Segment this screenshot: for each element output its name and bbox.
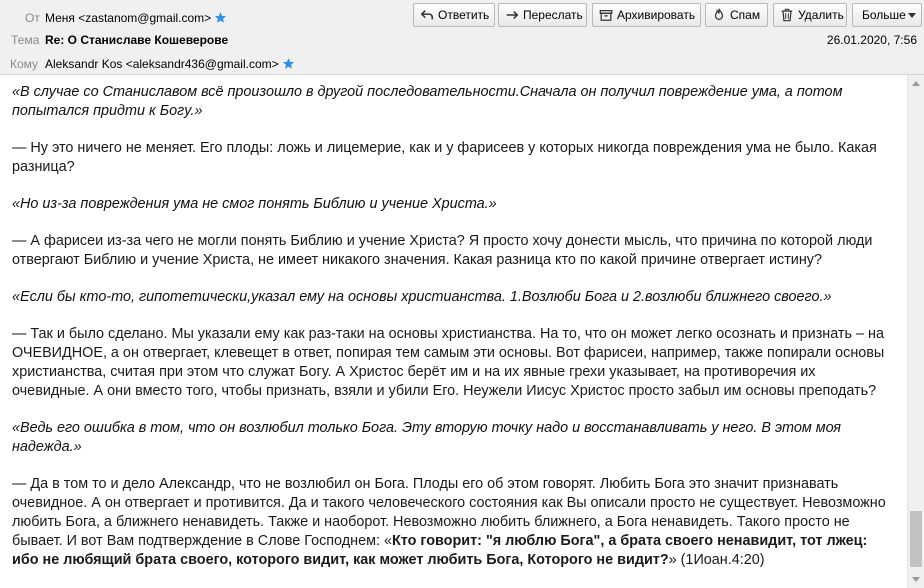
chevron-down-icon	[908, 13, 916, 18]
trash-icon	[780, 8, 794, 22]
from-row	[45, 11, 227, 25]
bible-reference: » (1Иоан.4:20)	[668, 552, 765, 568]
reply-icon	[420, 8, 434, 22]
star-icon[interactable]	[282, 57, 295, 70]
message-date: 26.01.2020, 7:56	[826, 33, 917, 47]
flame-icon	[712, 8, 726, 22]
answer-2: — А фарисеи из-за чего не могли понять Библию и учение Христа? Я просто хочу донести мысль, что причина по которой люди отвергают Библию и учение Христа, не имеет никакого значения. Какая разница кто по какой причине отвергает истину?	[12, 233, 873, 268]
answer-4-text: — Да в том то и дело Александр, что не возлюбил он Бога. Плоды его об этом говорят. Любить Бога это значит признавать очевидное. А он отвергает и противится. Да и такого человеческого состояния как Вы описали просто не существует. Невозможно любить Бога, а ближнего ненавидеть. Также и наоборот. Невозможно любить ближнего, а Бога ненавидеть. Такого просто не бывает. И вот Вам подтверждение в Слове Господнем: «	[12, 476, 886, 549]
forward-button[interactable]: Переслать	[498, 3, 587, 27]
answer-4	[12, 475, 896, 570]
quote-1: «В случае со Станиславом всё произошло в другой последовательности.Сначала он получил повреждение ума, а потом попытался придти к Богу.»	[12, 84, 843, 119]
answer-3: — Так и было сделано. Мы указали ему как раз-таки на основы христианства. На то, что он может легко осознать и признать – на ОЧЕВИДНОЕ, а он отвергает, клевещет в ответ, попирая тем самым эти основы. Вот фарисеи, например, также попирали основы христианства, считая при этом что служат Богу. А Христос берёт им и на их явные грехи указывает, на противоречия их очевидные. А они вместо того, чтобы признать, взяли и убили Его. Неужели Иисус Христос просто забыл им основы преподать?	[12, 326, 885, 399]
star-icon[interactable]	[214, 11, 227, 24]
spam-button[interactable]: Спам	[705, 3, 768, 27]
quote-3: «Если бы кто-то, гипотетически,указал ему на основы христианства. 1.Возлюби Бога и 2.возлюби ближнего своего.»	[12, 289, 832, 305]
forward-icon	[505, 8, 519, 22]
vertical-scrollbar[interactable]	[907, 75, 924, 588]
subject-value: Re: О Станиславе Кошеверове	[45, 33, 229, 47]
to-row	[45, 57, 295, 71]
scrollbar-thumb[interactable]	[910, 511, 922, 567]
more-button[interactable]: Больше	[852, 3, 922, 27]
delete-button[interactable]: Удалить	[773, 3, 847, 27]
scroll-up-icon[interactable]	[912, 81, 920, 86]
answer-1: — Ну это ничего не меняет. Его плоды: ложь и лицемерие, как и у фарисеев у которых никогда повреждения ума не было. Какая разница?	[12, 140, 877, 175]
quote-4: «Ведь его ошибка в том, что он возлюбил только Бога. Эту вторую точку надо и восстанавливать у него. В этом моя надежда.»	[12, 420, 841, 455]
reply-button[interactable]: Ответить	[413, 3, 495, 27]
subject-label: Тема	[11, 33, 40, 47]
archive-icon	[599, 8, 613, 22]
from-label: От	[25, 11, 40, 25]
scroll-down-icon[interactable]	[912, 577, 920, 582]
to-value[interactable]: Aleksandr Kos <aleksandr436@gmail.com>	[45, 57, 279, 71]
message-body	[0, 75, 907, 588]
message-header	[0, 0, 924, 75]
archive-button[interactable]: Архивировать	[592, 3, 701, 27]
to-label: Кому	[10, 57, 39, 71]
bible-quote: Кто говорит: "я люблю Бога", а брата своего ненавидит, тот лжец: ибо не любящий брата своего, которого видит, как может любить Бога, Которого не видит?	[12, 533, 868, 568]
quote-2: «Но из-за повреждения ума не смог понять Библию и учение Христа.»	[12, 196, 497, 212]
from-value[interactable]: Меня <zastanom@gmail.com>	[45, 11, 212, 25]
